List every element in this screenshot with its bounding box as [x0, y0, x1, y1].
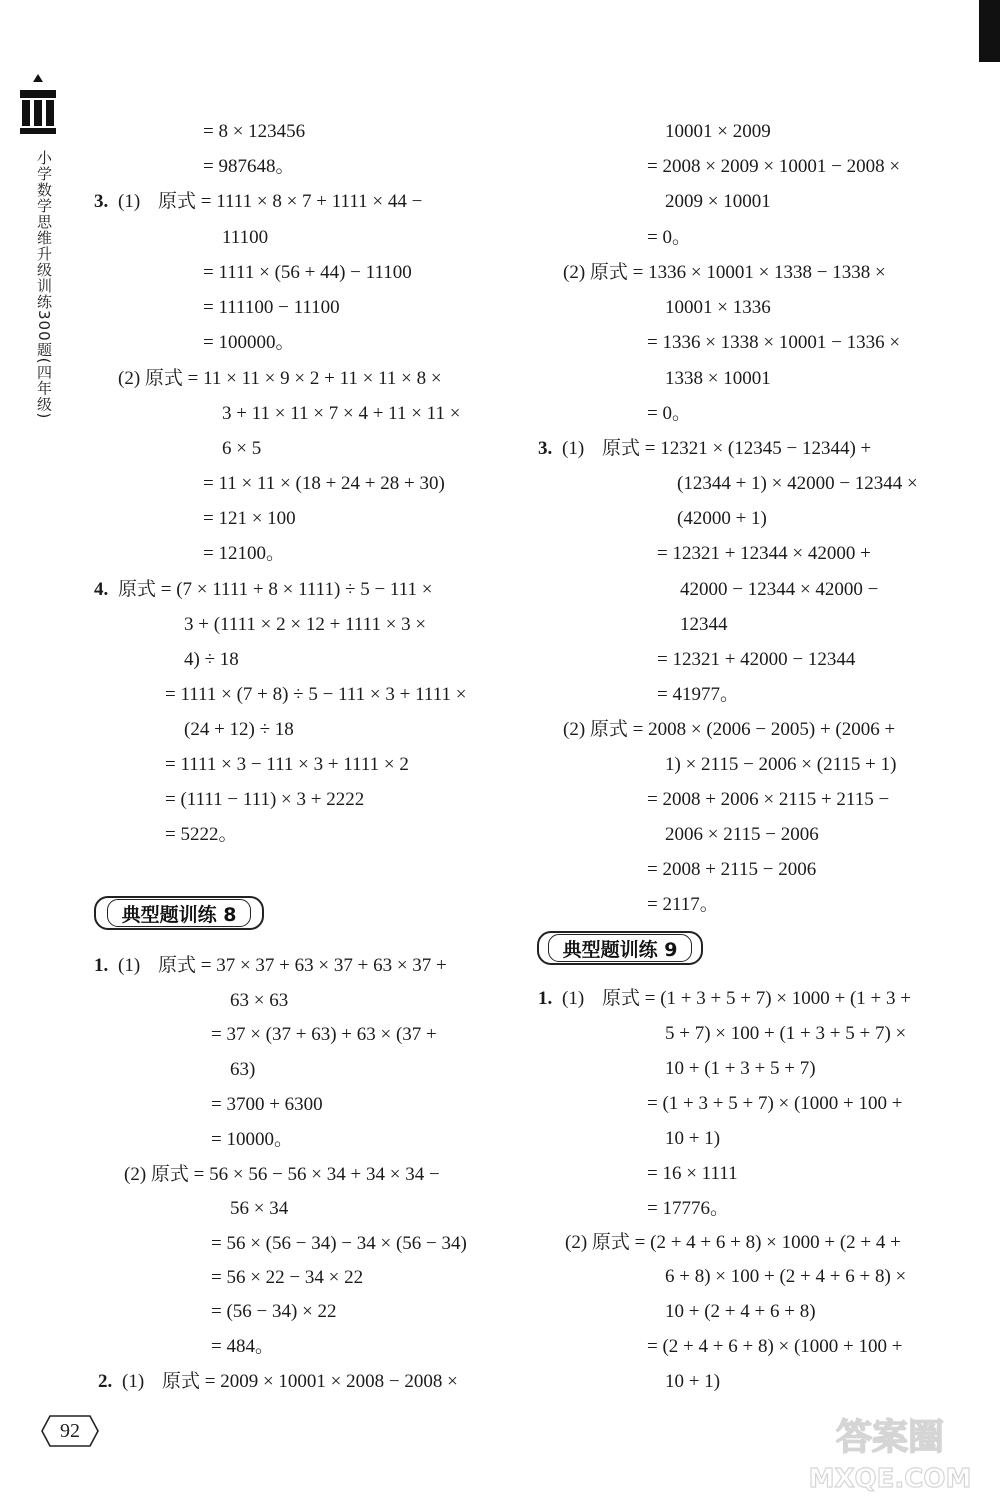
s9-line-10: 10 + (2 + 4 + 6 + 8): [665, 1301, 816, 1322]
left-line-6: = 111100 − 11100: [203, 297, 340, 318]
watermark-logo: [790, 1405, 990, 1495]
s8-line-1: 原式 = 37 × 37 + 63 × 37 + 63 × 37 +: [158, 955, 447, 976]
left-line-21: = 5222。: [165, 824, 238, 845]
s8-line-4: 63): [230, 1059, 256, 1080]
left-line-9: 3 + 11 × 11 × 7 × 4 + 11 × 11 ×: [222, 403, 461, 424]
right-line-4: = 0。: [647, 227, 691, 248]
left-line-3: 原式 = 1111 × 8 × 7 + 1111 × 44 −: [158, 191, 423, 212]
left-line-18: (24 + 12) ÷ 18: [184, 719, 294, 740]
s9-question-1-label: 1.: [538, 988, 553, 1009]
right-line-7: = 1336 × 1338 × 10001 − 1336 ×: [647, 332, 901, 353]
right-line-3: 2009 × 10001: [665, 191, 771, 212]
s8-question-1-sub: (1): [118, 955, 141, 976]
section-8-title: 典型题训练 8: [107, 899, 252, 927]
right-line-11: (12344 + 1) × 42000 − 12344 ×: [677, 473, 918, 494]
s8-line-8: 56 × 34: [230, 1198, 289, 1219]
left-line-4: 11100: [222, 227, 269, 248]
left-line-12: = 121 × 100: [203, 508, 296, 529]
s8-line-13: 原式 = 2009 × 10001 × 2008 − 2008 ×: [162, 1371, 458, 1392]
watermark-text-top: 答案圈: [835, 1417, 945, 1458]
question-3-sub-1: (1): [118, 191, 141, 212]
right-line-22: = 2008 + 2115 − 2006: [647, 859, 817, 880]
page-edge-tab: [979, 0, 1000, 62]
s8-line-2: 63 × 63: [230, 990, 289, 1011]
s9-line-1: 原式 = (1 + 3 + 5 + 7) × 1000 + (1 + 3 +: [602, 988, 911, 1009]
page-number-badge: [40, 1414, 100, 1448]
right-line-18: (2) 原式 = 2008 × (2006 − 2005) + (2006 +: [563, 719, 896, 740]
s8-line-10: = 56 × 22 − 34 × 22: [211, 1267, 364, 1288]
right-line-10: 原式 = 12321 × (12345 − 12344) +: [602, 438, 872, 459]
left-line-13: = 12100。: [203, 543, 285, 564]
left-line-2: = 987648。: [203, 156, 295, 177]
right-line-21: 2006 × 2115 − 2006: [665, 824, 819, 845]
left-line-16: 4) ÷ 18: [184, 649, 239, 670]
s9-line-12: 10 + 1): [665, 1371, 721, 1392]
side-book-title: 小学数学思维升级训练300题(四年级): [35, 150, 53, 420]
s8-line-5: = 3700 + 6300: [211, 1094, 323, 1115]
section-9-title: 典型题训练 9: [548, 934, 693, 962]
s8-line-12: = 484。: [211, 1336, 274, 1357]
section-9-header: [537, 931, 703, 965]
s8-question-2-label: 2.: [98, 1371, 113, 1392]
s9-line-3: 10 + (1 + 3 + 5 + 7): [665, 1058, 816, 1079]
question-3-label: 3.: [94, 191, 109, 212]
right-line-9: = 0。: [647, 403, 691, 424]
right-line-19: 1) × 2115 − 2006 × (2115 + 1): [665, 754, 897, 775]
s8-line-7: (2) 原式 = 56 × 56 − 56 × 34 + 34 × 34 −: [124, 1164, 440, 1185]
left-line-17: = 1111 × (7 + 8) ÷ 5 − 111 × 3 + 1111 ×: [165, 684, 467, 705]
right-line-6: 10001 × 1336: [665, 297, 771, 318]
left-line-7: = 100000。: [203, 332, 295, 353]
s9-question-1-sub: (1): [562, 988, 585, 1009]
section-8-header: [94, 896, 264, 930]
right-line-5: (2) 原式 = 1336 × 10001 × 1338 − 1338 ×: [563, 262, 886, 283]
s9-line-9: 6 + 8) × 100 + (2 + 4 + 6 + 8) ×: [665, 1266, 907, 1287]
left-line-5: = 1111 × (56 + 44) − 11100: [203, 262, 412, 283]
right-line-20: = 2008 + 2006 × 2115 + 2115 −: [647, 789, 890, 810]
s9-line-5: 10 + 1): [665, 1128, 721, 1149]
s8-line-6: = 10000。: [211, 1129, 293, 1150]
s8-question-1-label: 1.: [94, 955, 109, 976]
left-line-15: 3 + (1111 × 2 × 12 + 1111 × 3 ×: [184, 614, 427, 635]
right-line-15: 12344: [680, 614, 728, 635]
right-line-23: = 2117。: [647, 894, 719, 915]
right-line-8: 1338 × 10001: [665, 368, 771, 389]
left-line-20: = (1111 − 111) × 3 + 2222: [165, 789, 365, 810]
question-4-label: 4.: [94, 579, 109, 600]
s9-line-2: 5 + 7) × 100 + (1 + 3 + 5 + 7) ×: [665, 1023, 907, 1044]
s8-line-9: = 56 × (56 − 34) − 34 × (56 − 34): [211, 1233, 467, 1254]
book-logo-icon: [16, 72, 60, 142]
right-line-1: 10001 × 2009: [665, 121, 771, 142]
r-question-3-sub: (1): [562, 438, 585, 459]
s8-question-2-sub: (1): [122, 1371, 145, 1392]
left-line-14: 原式 = (7 × 1111 + 8 × 1111) ÷ 5 − 111 ×: [118, 579, 433, 600]
right-line-2: = 2008 × 2009 × 10001 − 2008 ×: [647, 156, 901, 177]
s9-line-11: = (2 + 4 + 6 + 8) × (1000 + 100 +: [647, 1336, 903, 1357]
left-line-11: = 11 × 11 × (18 + 24 + 28 + 30): [203, 473, 445, 494]
s8-line-3: = 37 × (37 + 63) + 63 × (37 +: [211, 1024, 437, 1045]
left-line-8: (2) 原式 = 11 × 11 × 9 × 2 + 11 × 11 × 8 ×: [118, 368, 442, 389]
s9-line-6: = 16 × 1111: [647, 1163, 738, 1184]
s9-line-7: = 17776。: [647, 1198, 729, 1219]
right-line-13: = 12321 + 12344 × 42000 +: [657, 543, 871, 564]
right-line-17: = 41977。: [657, 684, 739, 705]
s9-line-8: (2) 原式 = (2 + 4 + 6 + 8) × 1000 + (2 + 4 +: [565, 1232, 901, 1253]
right-line-14: 42000 − 12344 × 42000 −: [680, 579, 879, 600]
r-question-3-label: 3.: [538, 438, 553, 459]
right-line-16: = 12321 + 42000 − 12344: [657, 649, 856, 670]
left-line-1: = 8 × 123456: [203, 121, 306, 142]
s9-line-4: = (1 + 3 + 5 + 7) × (1000 + 100 +: [647, 1093, 903, 1114]
left-line-19: = 1111 × 3 − 111 × 3 + 1111 × 2: [165, 754, 409, 775]
s8-line-11: = (56 − 34) × 22: [211, 1301, 337, 1322]
right-line-12: (42000 + 1): [677, 508, 767, 529]
page-number: 92: [60, 1420, 80, 1442]
watermark-text-bottom: MXQE.COM: [808, 1464, 972, 1494]
left-line-10: 6 × 5: [222, 438, 262, 459]
